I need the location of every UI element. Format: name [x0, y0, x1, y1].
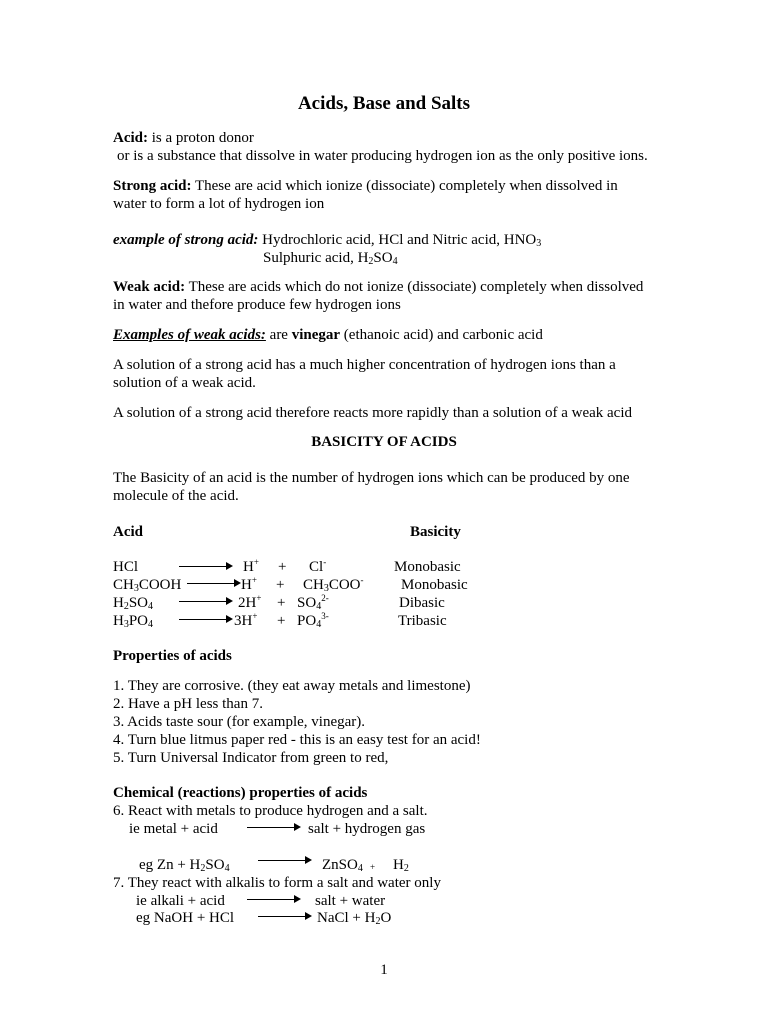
eq7-example-left: eg NaOH + HCl — [136, 910, 235, 926]
acid-definition-line1 — [113, 129, 254, 147]
row-ion2 — [297, 612, 329, 630]
strong-example-text: Hydrochloric acid, HCl and Nitric acid, HNO — [258, 232, 537, 248]
text: Cl — [309, 559, 324, 575]
row-ion1 — [241, 576, 257, 594]
property-item: 2. Have a pH less than 7. — [113, 696, 263, 712]
page-title: Acids, Base and Salts — [297, 93, 471, 114]
superscript: + — [252, 611, 258, 621]
para1-line1: A solution of a strong acid has a much higher concentration of hydrogen ions than a — [113, 357, 616, 373]
text: (ethanoic acid) and carbonic acid — [340, 327, 543, 343]
eq6-product-h2 — [393, 856, 409, 874]
row-ion2 — [297, 594, 329, 612]
subscript: 2 — [375, 916, 381, 927]
row-ion2: $CH_3COO^-$ — [303, 575, 364, 594]
subscript: 2 — [368, 256, 374, 267]
strong-acid-term: Strong acid: — [113, 178, 192, 194]
subscript: 4 — [357, 863, 363, 874]
properties-heading: Properties of acids — [113, 648, 232, 664]
row-acid-h3po4: $H_3PO_4$ — [113, 613, 154, 630]
superscript: 2- — [321, 593, 329, 603]
weak-example-label: Examples of weak acids: — [113, 327, 266, 343]
text: ZnSO — [322, 857, 358, 873]
weak-acid-line2: in water and thefore produce few hydrogen ions — [113, 297, 401, 313]
row-basicity: Monobasic — [401, 577, 468, 593]
property-item: 3. Acids taste sour (for example, vinegar). — [113, 714, 366, 730]
arrow-icon — [258, 860, 310, 861]
arrow-icon — [247, 827, 299, 828]
text: 3H — [234, 613, 253, 629]
strong-acid-line2: water to form a lot of hydrogen ion — [113, 196, 325, 212]
property-item: 4. Turn blue litmus paper red - this is an easy test for an acid! — [113, 732, 481, 748]
row-plus: + — [277, 595, 286, 611]
row-basicity: Dibasic — [399, 595, 445, 611]
text: H — [393, 857, 404, 873]
text: H — [243, 559, 254, 575]
property-item: 5. Turn Universal Indicator from green to red, — [113, 750, 389, 766]
strong-example-line1 — [113, 231, 541, 249]
row-acid-h2so4: $H_2SO_4$ — [113, 595, 154, 612]
row-ion1 — [234, 612, 257, 630]
strong-example-line2 — [263, 249, 398, 267]
row-basicity: Monobasic — [394, 559, 461, 575]
superscript: + — [256, 593, 262, 603]
arrow-icon — [179, 601, 231, 602]
text: SO — [205, 857, 225, 873]
weak-acid-line1 — [113, 278, 643, 296]
vinegar-term: vinegar — [291, 327, 341, 343]
page-number: 1 — [380, 962, 388, 978]
acid-term: Acid: — [113, 130, 148, 146]
subscript: 4 — [148, 619, 154, 630]
row-acid-ch3cooh: $CH_3COOH$ — [113, 577, 182, 594]
eq6-example-left — [139, 856, 230, 874]
row-ion2 — [309, 558, 326, 576]
eq7-word-right: salt + water — [315, 893, 386, 909]
property-item: 1. They are corrosive. (they eat away metals and limestone) — [113, 678, 471, 694]
strong-acid-text: These are acid which ionize (dissociate) completely when dissolved in — [191, 178, 618, 194]
item-7: 7. They react with alkalis to form a salt and water only — [113, 875, 441, 891]
subscript: 4 — [148, 601, 154, 612]
subscript: 2 — [200, 863, 206, 874]
subscript: 3 — [323, 583, 329, 594]
basicity-definition-line1: The Basicity of an acid is the number of hydrogen ions which can be produced by one — [113, 470, 630, 486]
weak-acid-term: Weak acid: — [113, 279, 186, 295]
weak-example-line — [113, 326, 543, 344]
para2: A solution of a strong acid therefore reacts more rapidly than a solution of a weak acid — [113, 405, 632, 421]
subscript: 2 — [123, 601, 129, 612]
row-plus: + — [278, 559, 287, 575]
eq7-word-left: ie alkali + acid — [136, 893, 225, 909]
subscript: 4 — [224, 863, 230, 874]
subscript: 3 — [536, 238, 542, 249]
superscript: + — [253, 557, 259, 567]
text: SO — [373, 250, 393, 266]
text: Sulphuric acid, H — [263, 250, 369, 266]
item-6: 6. React with metals to produce hydrogen and a salt. — [113, 803, 428, 819]
row-plus: + — [276, 577, 285, 593]
acid-definition-text: is a proton donor — [148, 130, 254, 146]
subscript: 4 — [316, 619, 322, 630]
text: O — [380, 910, 392, 926]
text: NaCl + H — [317, 910, 376, 926]
basicity-definition-line2: molecule of the acid. — [113, 488, 239, 504]
row-ion1 — [238, 594, 261, 612]
eq7-example-right — [317, 909, 391, 927]
weak-acid-text: These are acids which do not ionize (dissociate) completely when dissolved — [185, 279, 644, 295]
text: PO — [297, 613, 317, 629]
eq6-word-right: salt + hydrogen gas — [308, 821, 426, 837]
arrow-icon — [179, 566, 231, 567]
eq6-plus: + — [370, 862, 376, 872]
para1-line2: solution of a weak acid. — [113, 375, 256, 391]
text: 2H — [238, 595, 257, 611]
superscript: 3- — [321, 611, 329, 621]
text: are — [265, 327, 292, 343]
row-ion1 — [243, 558, 259, 576]
acid-definition-line2: or is a substance that dissolve in water producing hydrogen ion as the only positive ions. — [117, 148, 648, 164]
text: SO — [297, 595, 317, 611]
subscript: 3 — [123, 619, 129, 630]
strong-acid-line1 — [113, 177, 618, 195]
eq6-word-left: ie metal + acid — [129, 821, 218, 837]
row-plus: + — [277, 613, 286, 629]
text: eg Zn + H — [139, 857, 201, 873]
subscript: 4 — [316, 601, 322, 612]
basicity-column-header: Basicity — [410, 524, 461, 540]
strong-example-label: example of strong acid: — [113, 232, 259, 248]
acid-column-header: Acid — [113, 524, 143, 540]
superscript: + — [251, 575, 257, 585]
row-basicity: Tribasic — [398, 613, 447, 629]
superscript: - — [323, 557, 327, 567]
arrow-icon — [258, 916, 310, 917]
chemical-properties-heading: Chemical (reactions) properties of acids — [113, 785, 368, 801]
arrow-icon — [187, 583, 239, 584]
subscript: 2 — [403, 863, 409, 874]
basicity-heading: BASICITY OF ACIDS — [311, 434, 457, 450]
text: H — [241, 577, 252, 593]
superscript: - — [360, 575, 364, 585]
arrow-icon — [179, 619, 231, 620]
eq6-example-right — [322, 856, 363, 874]
arrow-icon — [247, 899, 299, 900]
row-acid-hcl: HCl — [113, 559, 139, 575]
subscript: 4 — [392, 256, 398, 267]
subscript: 3 — [133, 583, 139, 594]
